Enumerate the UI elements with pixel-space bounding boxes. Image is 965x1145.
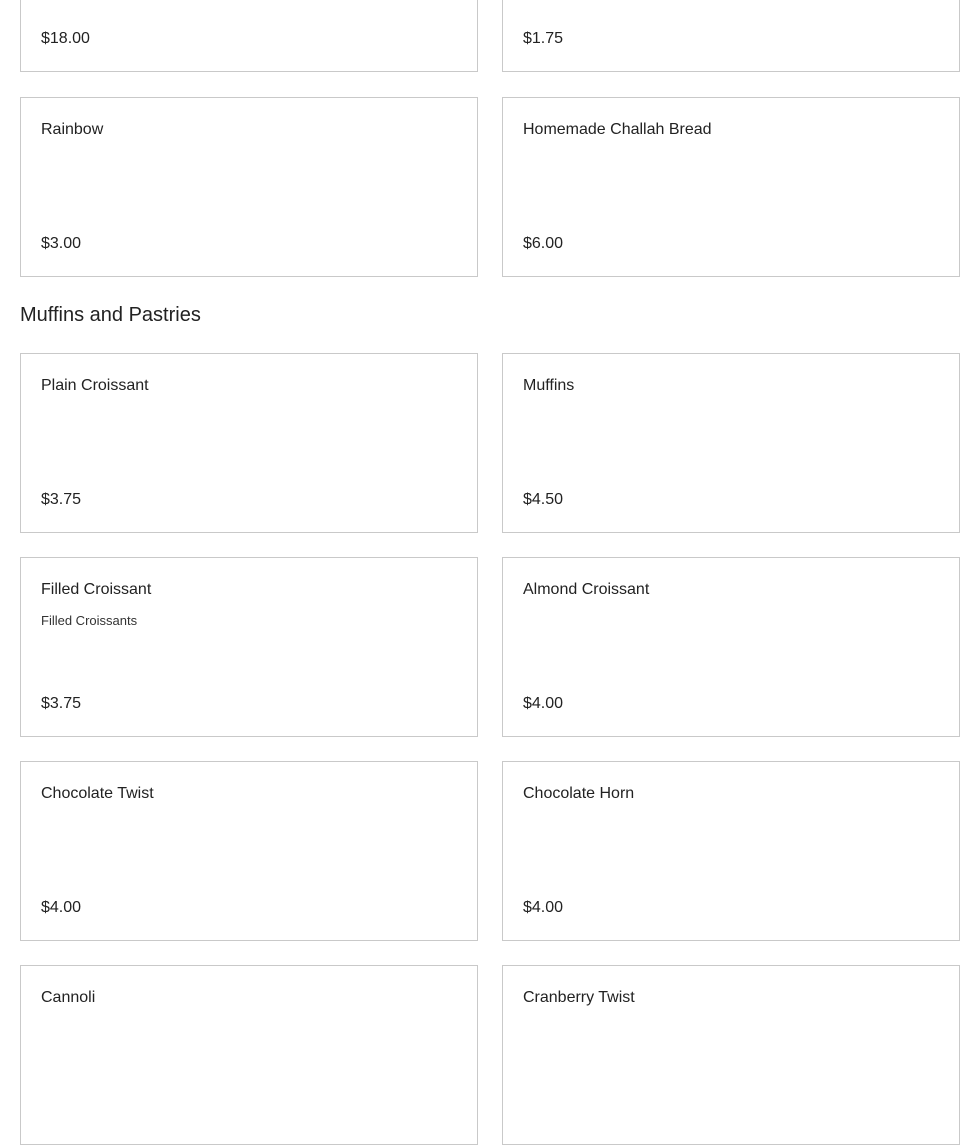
menu-item-name: Homemade Challah Bread	[523, 121, 712, 138]
menu-item-card[interactable]	[20, 0, 478, 72]
menu-item-card[interactable]	[502, 761, 960, 941]
menu-item-card[interactable]	[20, 97, 478, 277]
menu-item-name: Rainbow	[41, 121, 104, 138]
menu-item-card[interactable]	[502, 353, 960, 533]
menu-item-card[interactable]	[502, 0, 960, 72]
menu-item-card[interactable]	[502, 97, 960, 277]
menu-item-price: $4.00	[523, 695, 564, 712]
menu-item-card[interactable]	[20, 353, 478, 533]
menu-item-price: $6.00	[523, 235, 564, 252]
menu-item-card[interactable]	[20, 965, 478, 1145]
menu-item-price: $3.00	[41, 235, 82, 252]
menu-item-card[interactable]	[20, 761, 478, 941]
menu-item-price: $3.75	[41, 695, 82, 712]
menu-item-name: Plain Croissant	[41, 377, 149, 394]
menu-item-price: $4.50	[523, 491, 564, 508]
menu-item-price: $4.00	[523, 899, 564, 916]
menu-item-name: Muffins	[523, 377, 575, 394]
menu-item-price: $18.00	[41, 30, 90, 47]
menu-item-card[interactable]	[20, 557, 478, 737]
menu-item-name: Cannoli	[41, 989, 96, 1006]
menu-item-name: Chocolate Horn	[523, 785, 635, 802]
menu-item-price: $1.75	[523, 30, 564, 47]
section-title: Muffins and Pastries	[20, 304, 201, 326]
menu-item-name: Filled Croissant	[41, 581, 152, 598]
menu-item-name: Cranberry Twist	[523, 989, 635, 1006]
menu-item-price: $4.00	[41, 899, 82, 916]
menu-item-name: Chocolate Twist	[41, 785, 154, 802]
menu-item-card[interactable]	[502, 557, 960, 737]
menu-item-name: Almond Croissant	[523, 581, 650, 598]
menu-item-price: $3.75	[41, 491, 82, 508]
menu-item-description: Filled Croissants	[41, 613, 138, 628]
menu-item-card[interactable]	[502, 965, 960, 1145]
